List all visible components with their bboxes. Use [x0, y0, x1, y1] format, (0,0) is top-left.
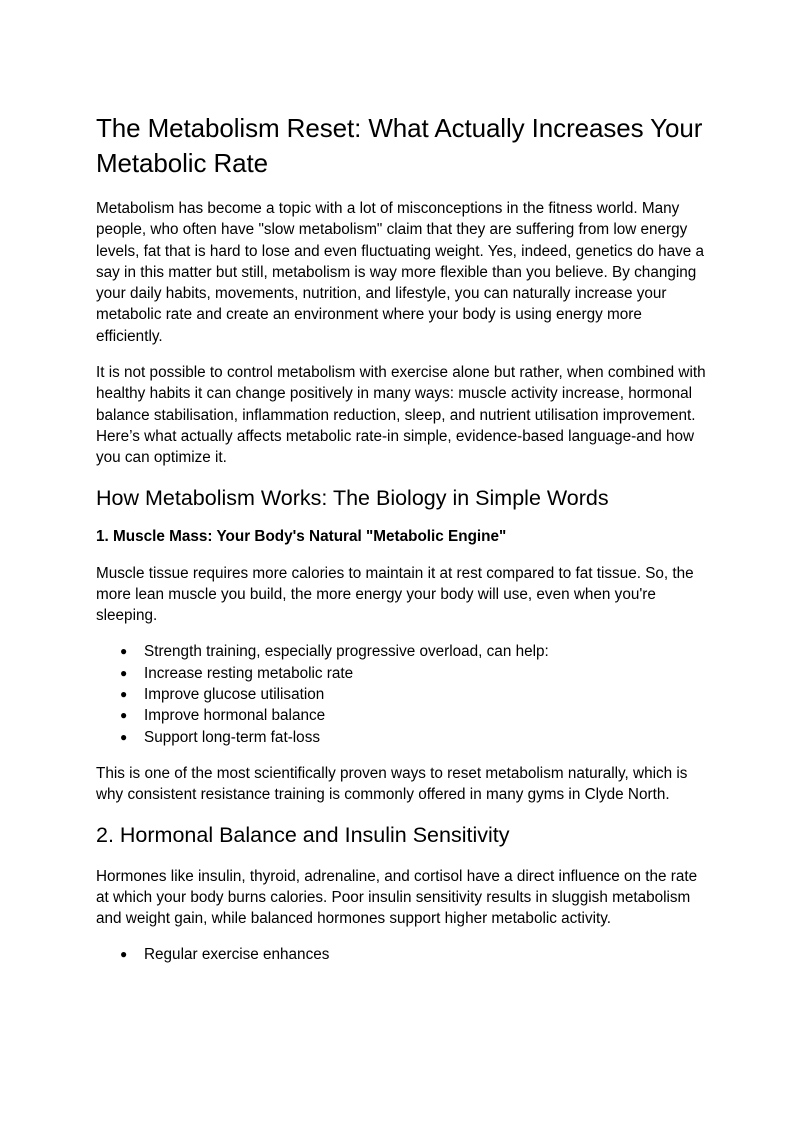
bullet-icon: ● [120, 947, 128, 962]
section-heading-hormonal-balance: 2. Hormonal Balance and Insulin Sensitivity [96, 822, 510, 847]
bullet-icon: ● [120, 644, 128, 659]
muscle-mass-paragraph: Muscle tissue requires more calories to maintain it at rest compared to fat tissue. So, the more lean muscle you build, the more energy your body will use, even when you're sleeping. [96, 564, 694, 625]
list-item: ● Increase resting metabolic rate [96, 663, 706, 684]
intro-paragraph-2: It is not possible to control metabolism with exercise alone but rather, when combined with healthy habits it can change positively in many ways: muscle activity increase, hormonal balance stabilisation, inflammation reduction, sleep, and nutrient utilisation improvement. Here’s what actually affects metabolic rate-in simple, evidence-based language-and how you can optimize it. [96, 364, 706, 467]
muscle-mass-closing-paragraph: This is one of the most scientifically proven ways to reset metabolism naturally, which is why consistent resistance training is commonly offered in many gyms in Clyde North. [96, 764, 688, 804]
list-item: ● Regular exercise enhances [96, 944, 706, 965]
bullet-icon: ● [120, 687, 128, 702]
list-item: ● Improve glucose utilisation [96, 684, 706, 705]
muscle-benefits-list [96, 641, 706, 747]
hormonal-balance-paragraph: Hormones like insulin, thyroid, adrenaline, and cortisol have a direct influence on the rate at which your body burns calories. Poor insulin sensitivity results in sluggish metabolism and weight gain, while balanced hormones support higher metabolic activity. [96, 867, 698, 928]
hormonal-benefits-list [96, 944, 706, 965]
page-title: The Metabolism Reset: What Actually Increases Your Metabolic Rate [96, 113, 703, 178]
bullet-icon: ● [120, 665, 128, 680]
subheading-muscle-mass: 1. Muscle Mass: Your Body's Natural "Metabolic Engine" [96, 527, 507, 545]
list-item: ● Strength training, especially progressive overload, can help: [96, 641, 706, 662]
document-body [96, 111, 706, 966]
intro-paragraph-1: Metabolism has become a topic with a lot of misconceptions in the fitness world. Many people, who often have "slow metabolism" claim that they are suffering from low energy levels, fat that is hard to lose and even fluctuating weight. Yes, indeed, genetics do have a say in this matter but still, metabolism is way more flexible than you believe. By changing your daily habits, movements, nutrition, and lifestyle, you can naturally increase your metabolic rate and create an environment where your body is using energy more efficiently. [96, 200, 705, 345]
bullet-icon: ● [120, 708, 128, 723]
list-item: ● Support long-term fat-loss [96, 727, 706, 748]
list-item: ● Improve hormonal balance [96, 705, 706, 726]
section-heading-how-metabolism-works: How Metabolism Works: The Biology in Simple Words [96, 485, 609, 510]
bullet-icon: ● [120, 729, 128, 744]
